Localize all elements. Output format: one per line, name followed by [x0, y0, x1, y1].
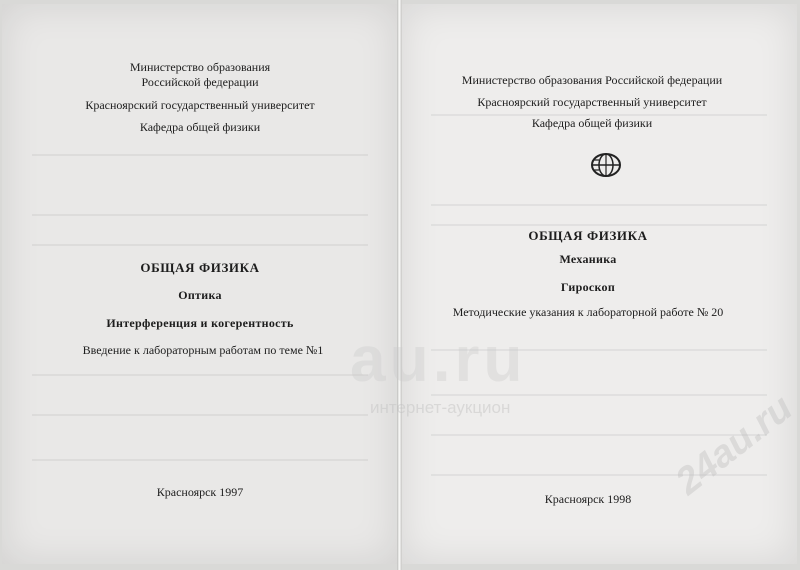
right-subtitle: Методические указания к лабораторной работе № 20: [452, 305, 724, 319]
right-department: Кафедра общей физики: [531, 116, 653, 130]
left-topic: Интерференция и когерентность: [106, 316, 294, 330]
left-title: ОБЩАЯ ФИЗИКА: [140, 260, 260, 275]
book-spine: [397, 0, 402, 570]
right-city-year: Красноярск 1998: [544, 492, 632, 506]
university-emblem-icon: [590, 152, 622, 178]
left-ministry-line2: Российской федерации: [141, 75, 259, 89]
left-city-year: Красноярск 1997: [156, 485, 244, 499]
left-ministry: [130, 60, 270, 90]
left-department: Кафедра общей физики: [139, 120, 261, 134]
left-subtitle: Введение к лабораторным работам по теме №1: [82, 343, 324, 357]
watermark-corner: 24au.ru: [668, 386, 800, 504]
right-title: ОБЩАЯ ФИЗИКА: [528, 228, 648, 243]
right-section: Механика: [559, 252, 617, 266]
watermark-sub: интернет-аукцион: [370, 398, 511, 417]
right-ministry: Министерство образования Российской федерации: [461, 73, 723, 87]
left-ministry-line1: Министерство образования: [129, 60, 271, 74]
left-university: Красноярский государственный университет: [85, 98, 315, 112]
right-university: Красноярский государственный университет: [477, 95, 707, 109]
right-topic: Гироскоп: [560, 280, 616, 294]
left-section: Оптика: [178, 288, 222, 302]
watermark-main: au.ru: [350, 323, 527, 395]
